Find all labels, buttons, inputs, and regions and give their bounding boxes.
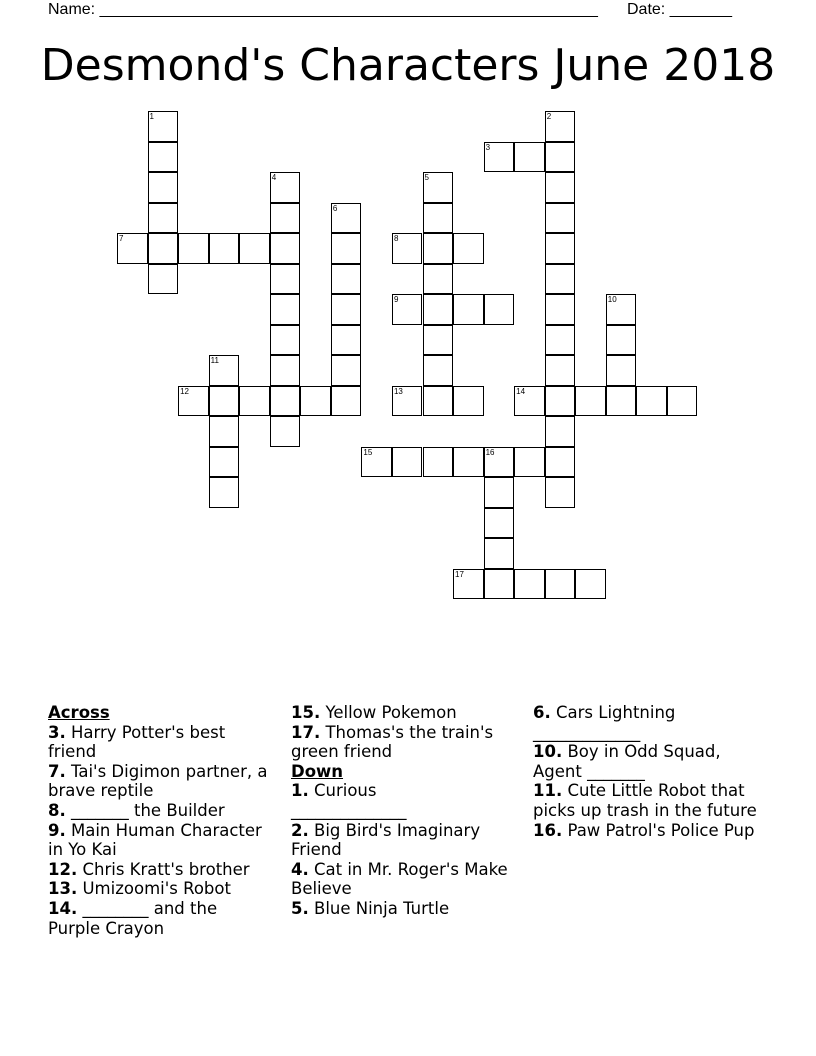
grid-cell[interactable] — [270, 233, 301, 264]
grid-cell[interactable] — [514, 386, 545, 417]
clue-item — [291, 703, 516, 723]
grid-cell[interactable] — [575, 386, 606, 417]
grid-cell[interactable] — [453, 569, 484, 600]
clue-number: 7. — [48, 761, 66, 781]
grid-cell[interactable] — [484, 142, 515, 173]
clue-text: Thomas's the train's green friend — [291, 722, 499, 762]
grid-cell[interactable] — [148, 111, 179, 142]
grid-cell[interactable] — [239, 386, 270, 417]
grid-cell[interactable] — [545, 416, 576, 447]
clue-number: 2. — [291, 820, 309, 840]
clue-item — [291, 860, 516, 899]
grid-cell[interactable] — [606, 294, 637, 325]
clue-text: Umizoomi's Robot — [77, 879, 231, 899]
grid-cell[interactable] — [270, 264, 301, 295]
clue-number: 5. — [291, 898, 309, 918]
grid-cell[interactable] — [423, 233, 454, 264]
grid-cell[interactable] — [300, 386, 331, 417]
grid-cell[interactable] — [545, 264, 576, 295]
clue-text: Big Bird's Imaginary Friend — [291, 820, 486, 860]
clue-item — [48, 723, 273, 762]
grid-cell[interactable] — [209, 233, 240, 264]
grid-cell[interactable] — [209, 477, 240, 508]
grid-cell[interactable] — [270, 203, 301, 234]
clue-text: Tai's Digimon partner, a brave reptile — [48, 761, 273, 801]
clue-text: Cute Little Robot that picks up trash in the future — [533, 781, 757, 820]
grid-cell[interactable] — [209, 386, 240, 417]
grid-cell[interactable] — [331, 386, 362, 417]
clue-number: 15 — [363, 447, 373, 457]
clue-item — [291, 781, 516, 820]
clue-item — [48, 821, 273, 860]
grid-cell[interactable] — [270, 294, 301, 325]
clue-item — [291, 723, 516, 762]
grid-cell[interactable] — [148, 264, 179, 295]
grid-cell[interactable] — [545, 569, 576, 600]
grid-cell[interactable] — [331, 325, 362, 356]
clue-number: 4 — [271, 173, 277, 182]
clue-number: 13. — [48, 879, 78, 899]
clue-number: 2 — [546, 112, 552, 121]
grid-cell[interactable] — [270, 386, 301, 417]
grid-cell[interactable] — [606, 325, 637, 356]
grid-cell[interactable] — [361, 447, 392, 478]
clue-number: 14 — [516, 386, 526, 396]
clue-text: Yellow Pokemon — [320, 703, 457, 722]
down-heading: Down — [291, 761, 344, 781]
clue-item — [48, 762, 273, 801]
clue-item — [48, 879, 273, 899]
grid-cell[interactable] — [178, 233, 209, 264]
grid-cell[interactable] — [484, 569, 515, 600]
grid-cell[interactable] — [423, 386, 454, 417]
grid-cell[interactable] — [575, 569, 606, 600]
clue-text: _______ the Builder — [65, 800, 225, 820]
grid-cell[interactable] — [148, 203, 179, 234]
clue-number: 12 — [180, 386, 189, 396]
grid-cell[interactable] — [209, 416, 240, 447]
clue-text: Cars Lightning _____________ — [533, 703, 676, 742]
clue-item — [533, 703, 773, 742]
grid-cell[interactable] — [545, 477, 576, 508]
grid-cell[interactable] — [209, 447, 240, 478]
grid-cell[interactable] — [331, 294, 362, 325]
grid-cell[interactable] — [484, 538, 515, 569]
grid-cell[interactable] — [209, 355, 240, 386]
clue-text: Blue Ninja Turtle — [308, 898, 450, 918]
clue-item — [48, 801, 273, 821]
clue-text: Chris Kratt's brother — [77, 859, 250, 879]
grid-cell[interactable] — [545, 111, 576, 142]
clue-column-3 — [533, 703, 773, 840]
grid-cell[interactable] — [423, 355, 454, 386]
grid-cell[interactable] — [484, 477, 515, 508]
clue-item — [48, 899, 273, 938]
grid-cell[interactable] — [484, 508, 515, 539]
grid-cell[interactable] — [423, 294, 454, 325]
clue-number: 6 — [332, 203, 338, 213]
clue-text: ________ and the Purple Crayon — [48, 898, 223, 938]
grid-cell[interactable] — [270, 325, 301, 356]
clue-text: Curious ______________ — [291, 781, 407, 820]
clue-number: 11 — [210, 356, 219, 365]
grid-cell[interactable] — [148, 142, 179, 173]
clue-number: 12. — [48, 859, 78, 879]
grid-cell[interactable] — [545, 172, 576, 203]
grid-cell[interactable] — [545, 294, 576, 325]
grid-cell[interactable] — [331, 203, 362, 234]
across-heading: Across — [48, 703, 110, 722]
grid-cell[interactable] — [453, 294, 484, 325]
clue-number: 10 — [607, 295, 617, 304]
grid-cell[interactable] — [514, 447, 545, 478]
grid-cell[interactable] — [392, 447, 423, 478]
clue-column-1 — [48, 703, 273, 938]
grid-cell[interactable] — [423, 447, 454, 478]
grid-cell[interactable] — [514, 569, 545, 600]
clue-number: 1. — [291, 781, 309, 801]
grid-cell[interactable] — [545, 447, 576, 478]
page-title: Desmond's Characters June 2018 — [40, 40, 776, 91]
clue-text: Main Human Character in Yo Kai — [48, 820, 268, 860]
clue-column-2 — [291, 703, 516, 919]
clue-number: 4. — [291, 859, 309, 879]
clue-text: Cat in Mr. Roger's Make Believe — [291, 859, 513, 899]
grid-cell[interactable] — [331, 355, 362, 386]
clue-number: 17 — [455, 569, 464, 579]
clue-number: 17. — [291, 722, 321, 742]
grid-cell[interactable] — [270, 172, 301, 203]
grid-cell[interactable] — [453, 447, 484, 478]
clue-number: 5 — [424, 173, 429, 182]
clue-item — [291, 821, 516, 860]
grid-cell[interactable] — [148, 233, 179, 264]
clue-number: 10. — [533, 742, 563, 762]
grid-cell[interactable] — [453, 386, 484, 417]
grid-cell[interactable] — [423, 203, 454, 234]
clue-text: Paw Patrol's Police Pup — [562, 820, 755, 840]
grid-cell[interactable] — [484, 447, 515, 478]
grid-cell[interactable] — [178, 386, 209, 417]
grid-cell[interactable] — [392, 386, 423, 417]
clue-number: 15. — [291, 703, 321, 722]
clue-number: 3 — [485, 142, 491, 152]
grid-cell[interactable] — [331, 264, 362, 295]
grid-cell[interactable] — [545, 233, 576, 264]
clue-number: 9 — [393, 295, 399, 304]
grid-cell[interactable] — [484, 294, 515, 325]
grid-cell[interactable] — [148, 172, 179, 203]
clue-item — [533, 781, 773, 820]
grid-cell[interactable] — [270, 355, 301, 386]
clue-number: 16. — [533, 820, 563, 840]
clue-number: 13 — [393, 386, 403, 396]
grid-cell[interactable] — [636, 386, 667, 417]
grid-cell[interactable] — [667, 386, 698, 417]
clue-number: 8 — [393, 234, 399, 243]
grid-cell[interactable] — [453, 233, 484, 264]
grid-cell[interactable] — [392, 233, 423, 264]
clue-item — [48, 860, 273, 880]
clue-number: 1 — [149, 112, 154, 121]
clue-number: 9. — [48, 820, 66, 840]
grid-cell[interactable] — [423, 264, 454, 295]
grid-cell[interactable] — [117, 233, 148, 264]
clue-number: 6. — [533, 703, 551, 722]
grid-cell[interactable] — [514, 142, 545, 173]
grid-cell[interactable] — [239, 233, 270, 264]
clue-number: 14. — [48, 898, 78, 918]
grid-cell[interactable] — [392, 294, 423, 325]
grid-cell[interactable] — [545, 203, 576, 234]
grid-cell[interactable] — [423, 325, 454, 356]
clue-number: 3. — [48, 722, 66, 742]
clue-text: Harry Potter's best friend — [48, 722, 231, 762]
clue-item — [533, 742, 773, 781]
clue-text: Boy in Odd Squad, Agent _______ — [533, 742, 726, 781]
clue-number: 11. — [533, 781, 563, 801]
date-field[interactable]: Date: _______ — [627, 1, 732, 18]
clue-number: 7 — [119, 234, 124, 243]
clue-item — [533, 821, 773, 841]
clue-item — [291, 899, 516, 919]
grid-cell[interactable] — [545, 386, 576, 417]
clue-number: 8. — [48, 800, 66, 820]
grid-cell[interactable] — [606, 386, 637, 417]
name-field[interactable]: Name: ________________________________________________________ — [48, 1, 598, 18]
grid-cell[interactable] — [606, 355, 637, 386]
grid-cell[interactable] — [270, 416, 301, 447]
grid-cell[interactable] — [331, 233, 362, 264]
grid-cell[interactable] — [423, 172, 454, 203]
clue-number: 16 — [485, 447, 495, 457]
grid-cell[interactable] — [545, 355, 576, 386]
grid-cell[interactable] — [545, 142, 576, 173]
grid-cell[interactable] — [545, 325, 576, 356]
